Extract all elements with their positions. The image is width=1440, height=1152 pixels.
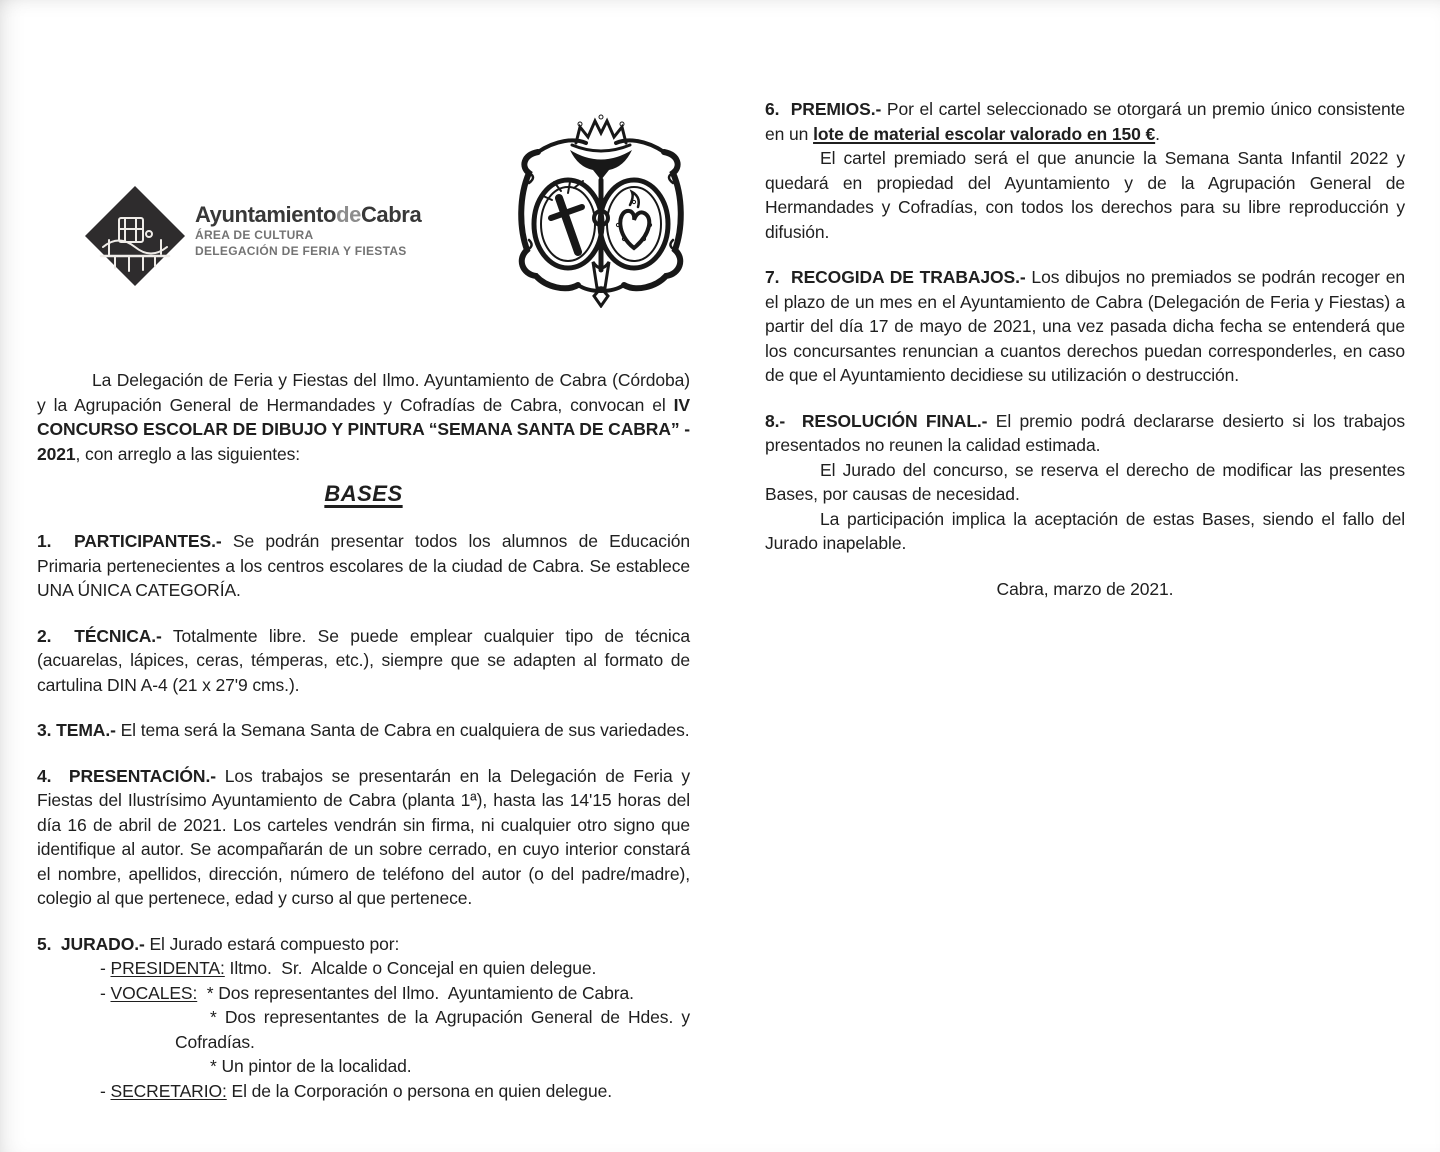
- jury-item-vocales-3: * Un pintor de la localidad.: [210, 1056, 412, 1076]
- section-8-paragraph-1: El premio podrá declararse desierto si los trabajos presentados no reunen la calidad estimada.: [765, 410, 1405, 455]
- jury-dash: -: [100, 1080, 111, 1101]
- logo-delegation-line: DELEGACIÓN DE FERIA Y FIESTAS: [195, 244, 407, 258]
- jury-dash: -: [100, 982, 111, 1003]
- section-4-body: Los trabajos se presentarán en la Delegación de Feria y Fiestas del Ilustrísimo Ayuntamiento de Cabra (planta 1ª), hasta las 14'15 horas del día 16 de abril de 2021. Los carteles vendrán sin firma, ni cualquier otro signo que identifique al autor. Se acompañarán de un sobre cerrado, en cuyo interior constará el nombre, apellidos, dirección, número de teléfono del autor (o del padre/madre), colegio al que pertenece, edad y curso al que pertenece.: [37, 765, 691, 908]
- section-2-body: Totalmente libre. Se puede emplear cualquier tipo de técnica (acuarelas, lápices, ceras, témperas, etc.), siempre que se adapten al formato de cartulina DIN A-4 (21 x 27'9 cms.).: [37, 625, 690, 695]
- section-2-heading: 2. TÉCNICA.-: [37, 625, 162, 646]
- section-6-body-post: .: [1155, 123, 1160, 144]
- jury-item-secretario: [100, 1079, 690, 1104]
- logo-text-block: [195, 203, 421, 270]
- bases-title: BASES: [324, 481, 403, 506]
- section-premios: [765, 97, 1405, 244]
- section-7-heading: 7. RECOGIDA DE TRABAJOS.-: [765, 267, 1026, 287]
- ayuntamiento-logo: [83, 184, 421, 288]
- section-presentacion: [37, 764, 690, 911]
- jury-item-vocales-2: * Dos representantes de la Agrupación General de Hdes. y Cofradías.: [175, 1007, 690, 1052]
- section-tecnica: [37, 624, 690, 698]
- jury-text-presidenta: Iltmo. Sr. Alcalde o Concejal en quien delegue.: [224, 958, 597, 978]
- jury-dash: -: [100, 958, 111, 978]
- section-5-lead: El Jurado estará compuesto por:: [144, 933, 400, 954]
- section-8-paragraph-2: El Jurado del concurso, se reserva el derecho de modificar las presentes Bases, por causas de necesidad.: [765, 459, 1405, 504]
- cabra-town-gate-icon: [83, 184, 187, 288]
- jury-label-presidenta: PRESIDENTA:: [110, 958, 225, 978]
- logo-title-part2: de: [336, 201, 361, 227]
- jury-text-vocales: * Dos representantes del Ilmo. Ayuntamiento de Cabra.: [197, 982, 634, 1003]
- section-3-heading: 3. TEMA.-: [37, 720, 116, 740]
- left-column: [37, 0, 690, 1124]
- intro-contest-name: IV CONCURSO ESCOLAR DE DIBUJO Y PINTURA “SEMANA SANTA DE CABRA” - 2021: [37, 394, 691, 464]
- intro-paragraph: [37, 368, 690, 466]
- section-participantes: [37, 529, 690, 603]
- hermandades-cofradias-crest-icon: [514, 112, 688, 308]
- logo-title-part3: Cabra: [360, 201, 422, 227]
- document-header: [37, 0, 690, 368]
- section-7-body: Los dibujos no premiados se podrán recoger en el plazo de un mes en el Ayuntamiento de Cabra (Delegación de Feria y Fiestas) a partir del día 17 de mayo de 2021, una vez pasada dicha fecha se entenderá que los concursantes renuncian a cuantos derechos puedan corresponderles, en caso de que el Ayuntamiento decidiese su utilización o destrucción.: [765, 267, 1405, 385]
- right-column: [765, 0, 1405, 1124]
- logo-area-line: ÁREA DE CULTURA: [195, 227, 314, 242]
- jury-label-vocales: VOCALES:: [110, 982, 198, 1003]
- section-resolucion: [765, 409, 1405, 556]
- section-6-paragraph-2: El cartel premiado será el que anuncie la Semana Santa Infantil 2022 y quedará en propiedad del Ayuntamiento y de la Agrupación General de Hermandades y Cofradías, con todos los derechos para su libre reproducción y difusión.: [765, 148, 1405, 242]
- jury-item-presidenta: [100, 956, 690, 981]
- section-1-heading: 1. PARTICIPANTES.-: [37, 531, 222, 551]
- intro-text: La Delegación de Feria y Fiestas del Ilmo. Ayuntamiento de Cabra (Córdoba) y la Agrupación General de Hermandades y Cofradías de Cabra, convocan el: [37, 370, 690, 415]
- jury-text-secretario: El de la Corporación o persona en quien delegue.: [226, 1080, 612, 1101]
- logo-title: [195, 203, 421, 227]
- section-6-body-pre: Por el cartel seleccionado se otorgará un premio único consistente en un: [765, 99, 1405, 144]
- section-5-heading: 5. JURADO.-: [37, 933, 145, 954]
- section-6-prize-phrase: lote de material escolar valorado en 150 €: [813, 123, 1156, 144]
- section-jurado: [37, 932, 690, 1104]
- section-8-heading: 8.- RESOLUCIÓN FINAL.-: [765, 410, 988, 431]
- jury-item-vocales: [100, 981, 690, 1006]
- logo-title-part1: Ayuntamiento: [195, 201, 337, 227]
- intro-text-end: , con arreglo a las siguientes:: [75, 443, 301, 464]
- section-1-body: Se podrán presentar todos los alumnos de Educación Primaria pertenecientes a los centros escolares de la ciudad de Cabra. Se establece UNA ÚNICA CATEGORÍA.: [37, 531, 691, 600]
- jury-label-secretario: SECRETARIO:: [110, 1080, 227, 1101]
- section-8-paragraph-3: La participación implica la aceptación de estas Bases, siendo el fallo del Jurado inapelable.: [765, 508, 1405, 553]
- closing-date: Cabra, marzo de 2021.: [996, 578, 1174, 599]
- section-4-heading: 4. PRESENTACIÓN.-: [37, 765, 216, 786]
- section-recogida: [765, 265, 1405, 388]
- section-3-body: El tema será la Semana Santa de Cabra en cualquiera de sus variedades.: [115, 720, 690, 740]
- section-tema: [37, 718, 690, 743]
- section-6-heading: 6. PREMIOS.-: [765, 99, 882, 119]
